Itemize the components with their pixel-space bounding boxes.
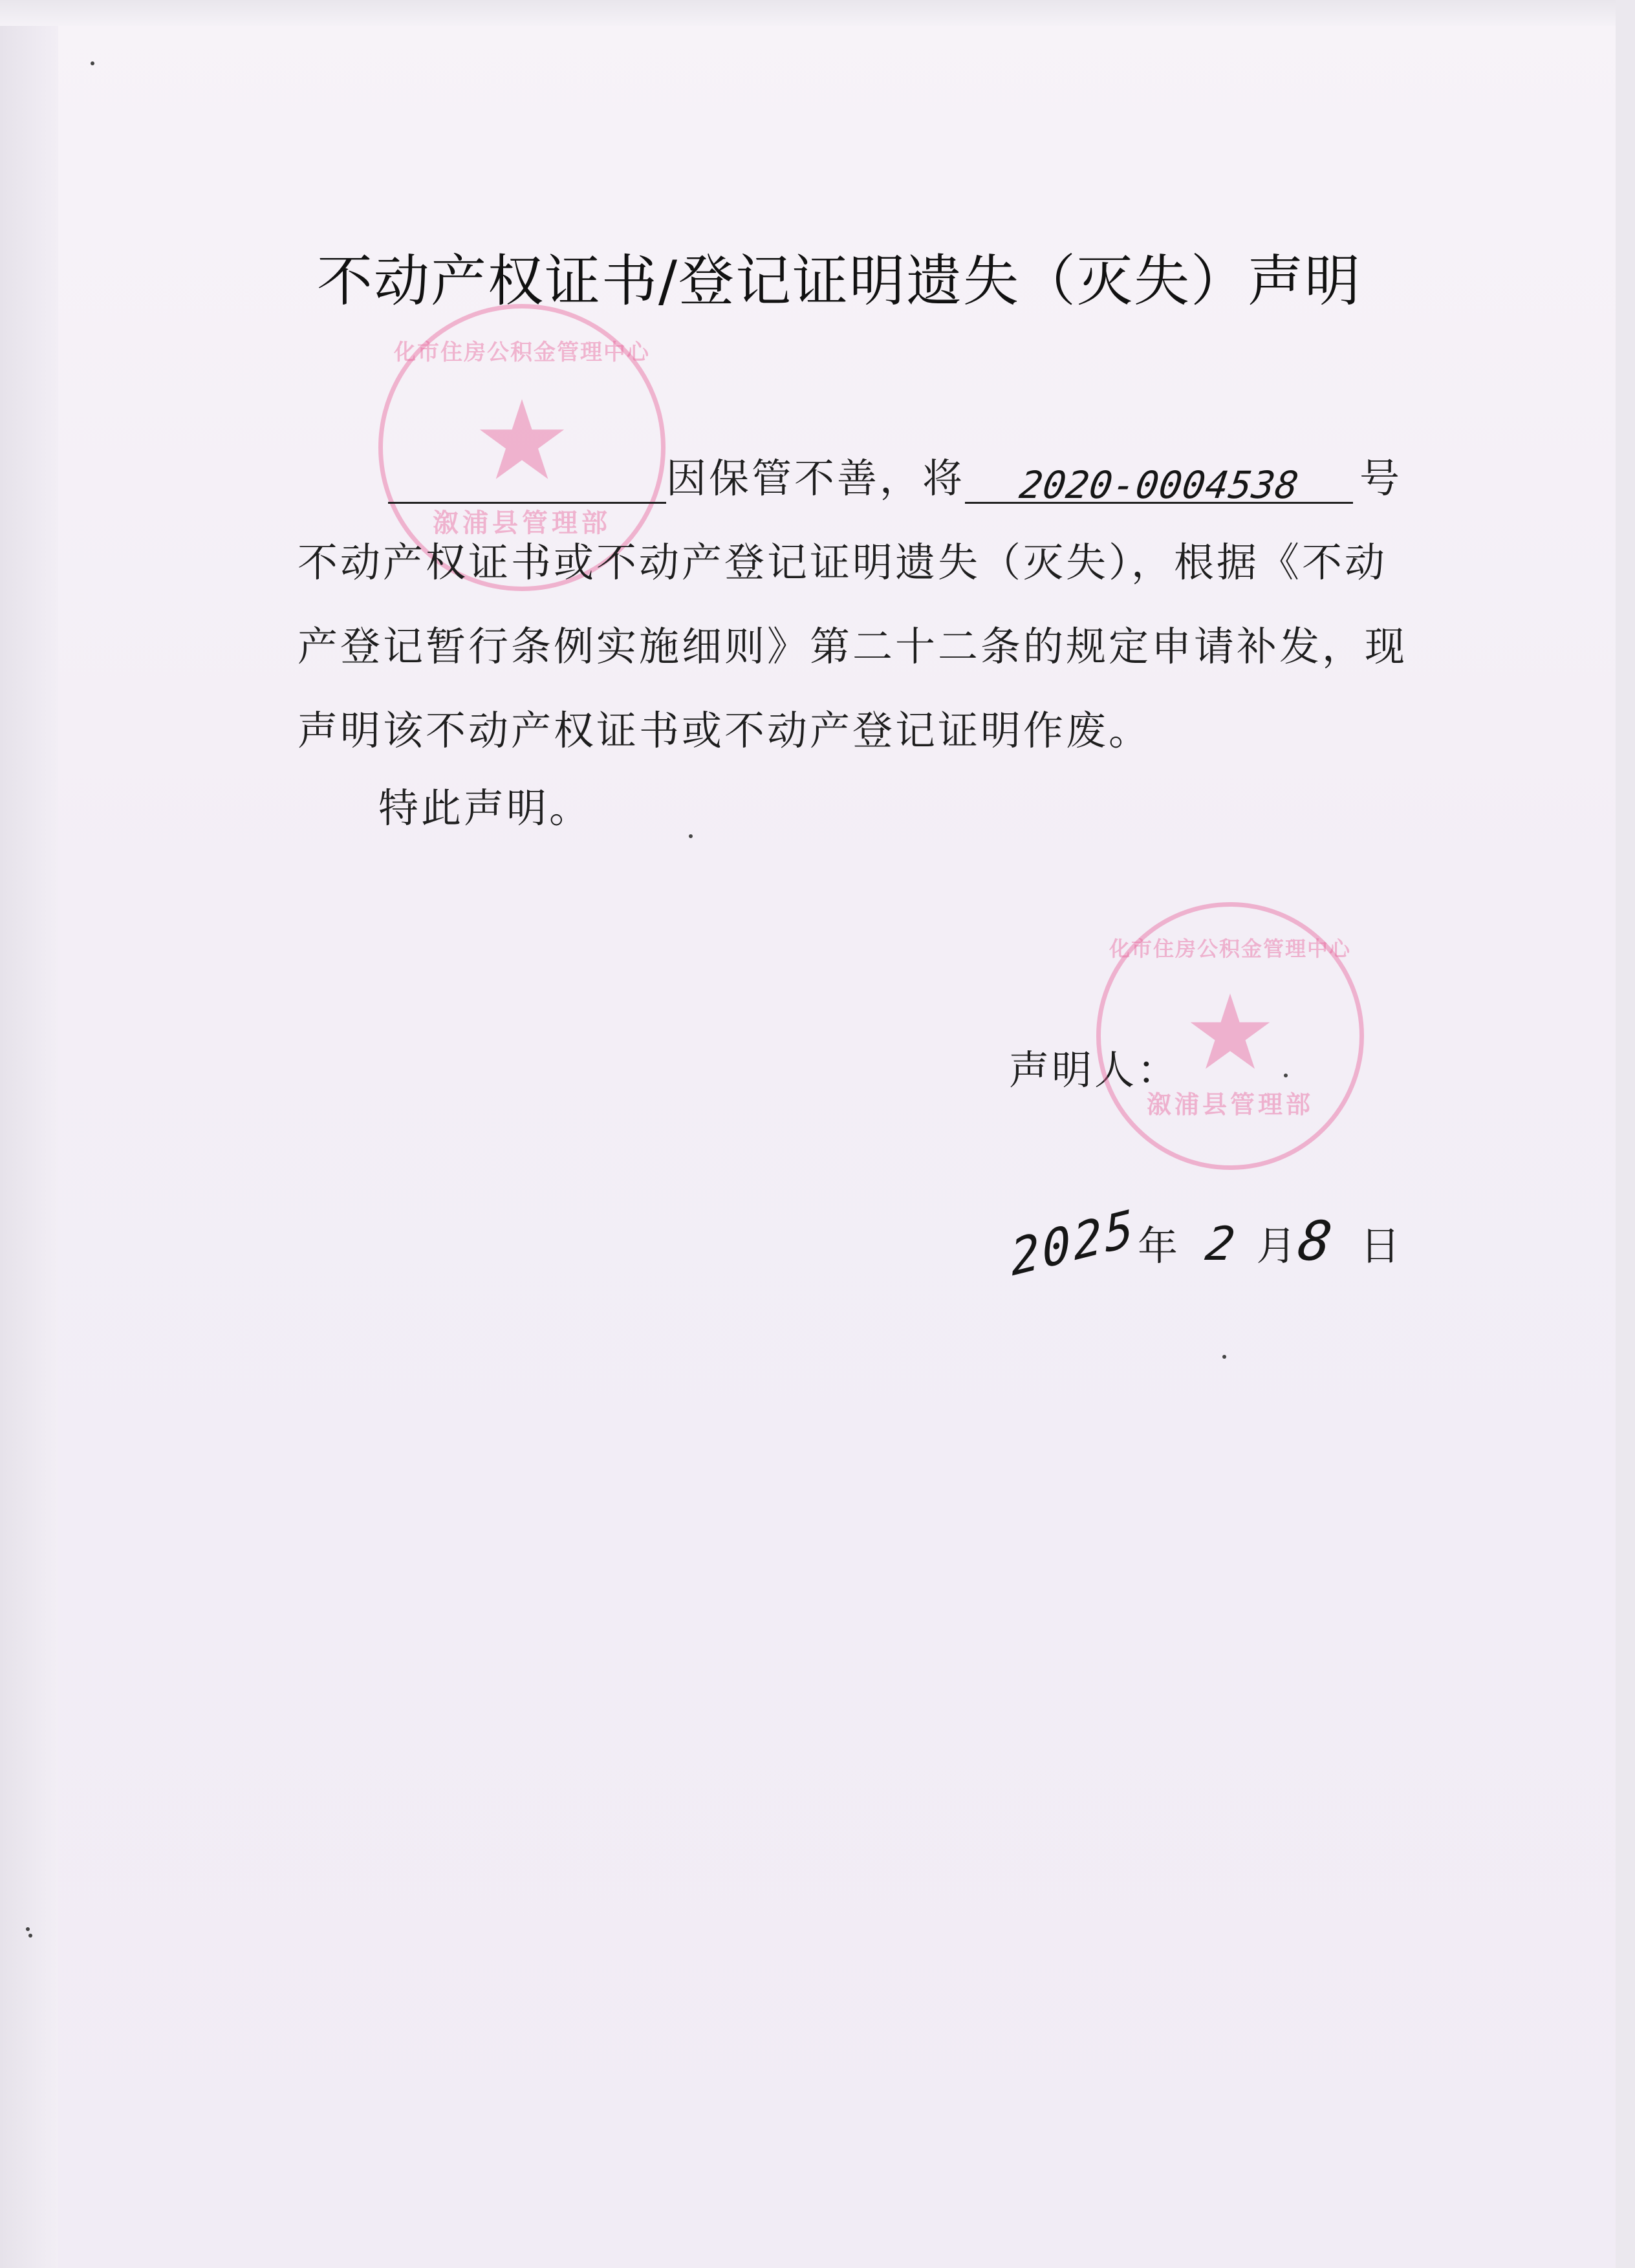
- seal-top-text: 化市住房公积金管理中心: [1109, 936, 1351, 961]
- scan-speck: [91, 61, 94, 65]
- line1-mid-text: 因保管不善，将: [666, 455, 966, 502]
- seal-stamp-bottom: [1096, 902, 1364, 1170]
- document-title: 不动产权证书/登记证明遗失（灭失）声明: [317, 249, 1361, 314]
- handwritten-year: 2025: [1008, 1198, 1138, 1288]
- scan-speck: [689, 834, 693, 838]
- scan-shadow-top: [0, 0, 1635, 26]
- closing-text: 特此声明。: [378, 784, 592, 832]
- scan-speck: [28, 1934, 32, 1938]
- scan-shadow-right: [1616, 0, 1635, 2268]
- handwritten-number: 2020-0004538: [1016, 463, 1302, 507]
- day-unit: 日: [1360, 1222, 1403, 1269]
- seal-star-icon: ★: [472, 377, 572, 505]
- handwritten-month: 2: [1202, 1216, 1241, 1271]
- scan-speck: [1284, 1074, 1288, 1077]
- seal-star-icon: ★: [1184, 972, 1277, 1093]
- declarant-label: 声明人：: [1009, 1046, 1180, 1094]
- line1-end-text: 号: [1359, 455, 1403, 502]
- seal-bottom-text: 溆浦县管理部: [433, 508, 611, 538]
- declaration-date: [1008, 1198, 1436, 1288]
- paragraph-line-3: 产登记暂行条例实施细则》第二十二条的规定申请补发，现: [298, 623, 1408, 670]
- name-blank: [388, 460, 666, 504]
- handwritten-day: 8: [1294, 1209, 1339, 1273]
- paragraph-line-2: 不动产权证书或不动产登记证明遗失（灭失），根据《不动: [298, 539, 1388, 586]
- paragraph-line-1: [298, 446, 1410, 507]
- seal-top-text: 化市住房公积金管理中心: [394, 340, 650, 365]
- month-unit: 月: [1256, 1222, 1299, 1269]
- seal-bottom-text: 溆浦县管理部: [1146, 1090, 1314, 1119]
- scan-speck: [26, 1927, 30, 1931]
- scan-speck: [1222, 1355, 1226, 1359]
- paragraph-line-4: 声明该不动产权证书或不动产登记证明作废。: [298, 707, 1152, 754]
- number-blank: [965, 460, 1353, 507]
- year-unit: 年: [1138, 1222, 1181, 1269]
